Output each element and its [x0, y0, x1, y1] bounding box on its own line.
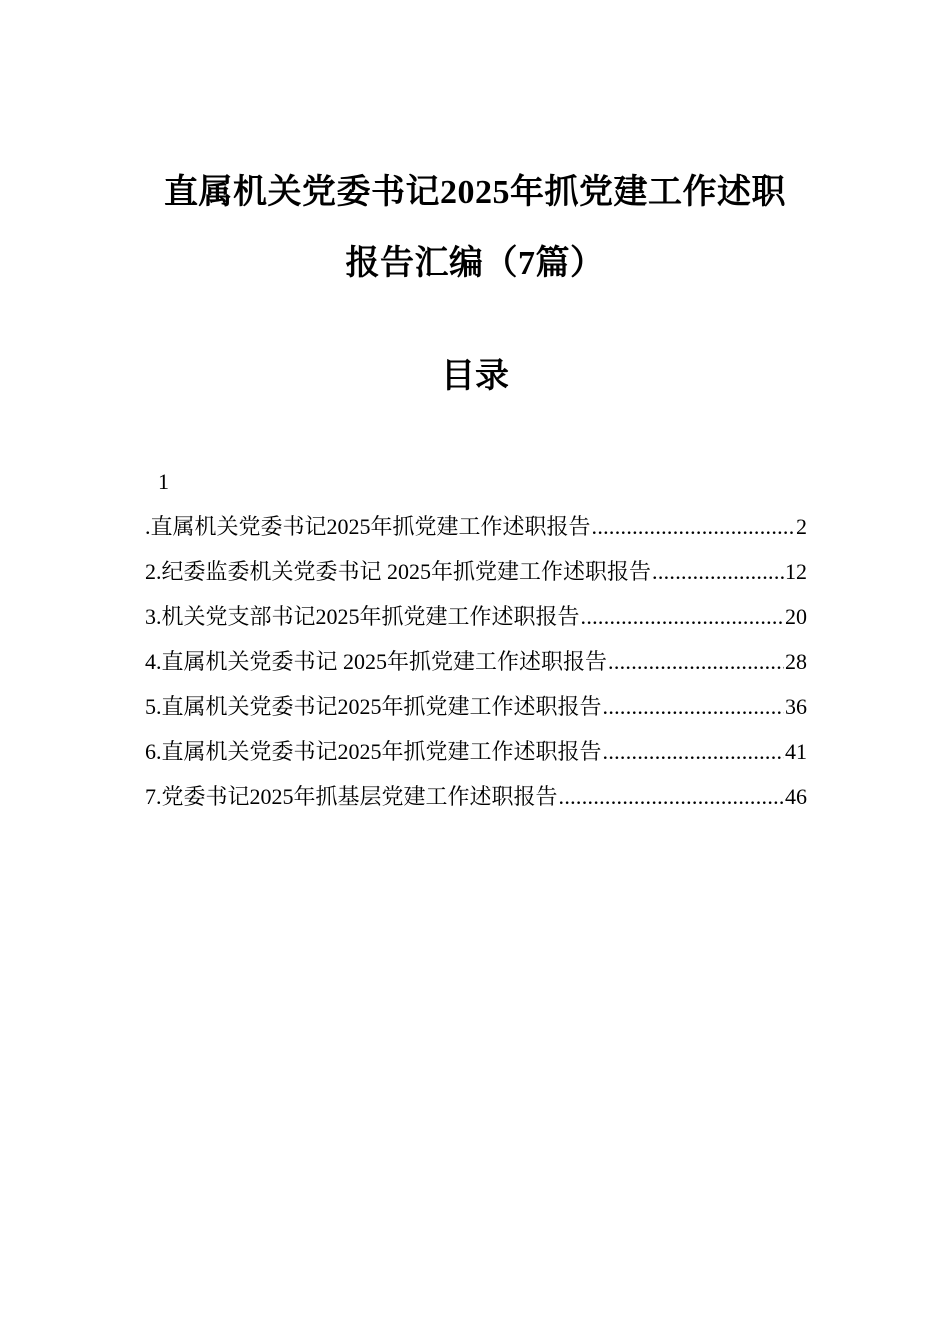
- toc-dot-leader: [581, 600, 784, 634]
- toc-entry-page: 2: [796, 514, 807, 539]
- toc-entry-title: 3.机关党支部书记2025年抓党建工作述职报告: [145, 604, 580, 629]
- toc-entry[interactable]: [145, 645, 807, 690]
- toc-entry-page: 46: [785, 784, 807, 809]
- document-title-line-1: 直属机关党委书记2025年抓党建工作述职: [164, 174, 786, 211]
- toc-dot-leader: [603, 690, 784, 724]
- toc-entry-page: 20: [785, 604, 807, 629]
- toc-dot-leader: [592, 510, 795, 544]
- toc-entry[interactable]: [145, 735, 807, 780]
- toc-entry-page: 36: [785, 694, 807, 719]
- toc-dot-leader: [608, 645, 784, 679]
- document-title-line-2: 报告汇编（7篇）: [345, 245, 605, 282]
- toc-list: [145, 510, 807, 825]
- toc-entry-title: 6.直属机关党委书记2025年抓党建工作述职报告: [145, 739, 602, 764]
- toc-entry[interactable]: [145, 510, 807, 555]
- toc-dot-leader: [559, 780, 784, 814]
- toc-heading: 目录: [441, 358, 509, 395]
- toc-entry-title: 7.党委书记2025年抓基层党建工作述职报告: [145, 784, 558, 809]
- toc-entry-title: 5.直属机关党委书记2025年抓党建工作述职报告: [145, 694, 602, 719]
- toc-entry-page: 41: [785, 739, 807, 764]
- toc-entry[interactable]: [145, 780, 807, 825]
- toc-entry-page: 12: [785, 559, 807, 584]
- toc-entry-title: 2.纪委监委机关党委书记 2025年抓党建工作述职报告: [145, 559, 652, 584]
- toc-entry[interactable]: [145, 555, 807, 600]
- toc-entry-title: .直属机关党委书记2025年抓党建工作述职报告: [145, 514, 591, 539]
- toc-stray-number: 1: [158, 469, 169, 494]
- toc-dot-leader: [652, 555, 784, 589]
- toc-entry-page: 28: [785, 649, 807, 674]
- toc-entry-title: 4.直属机关党委书记 2025年抓党建工作述职报告: [145, 649, 608, 674]
- toc-dot-leader: [603, 735, 784, 769]
- toc-entry[interactable]: [145, 600, 807, 645]
- toc-entry[interactable]: [145, 690, 807, 735]
